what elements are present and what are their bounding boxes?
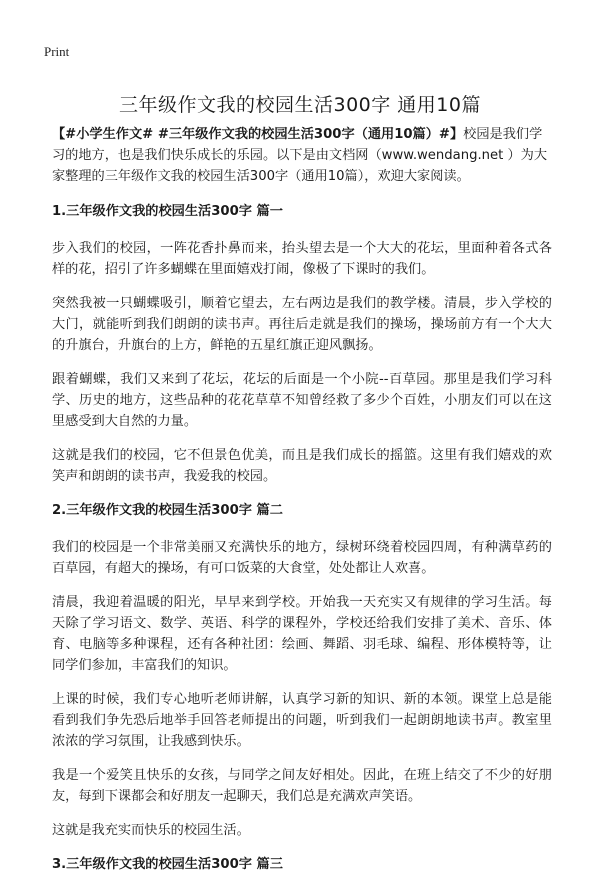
paragraph: 清晨，我迎着温暖的阳光，早早来到学校。开始我一天充实又有规律的学习生活。每天除了学习语文、数学、英语、科学的课程外，学校还给我们安排了美术、音乐、体育、电脑等多种课程，还有各种社团：绘画、舞蹈、羽毛球、编程、形体模特等，让同学们参加，丰富我们的知识。 <box>52 595 552 673</box>
section-heading: 2.三年级作文我的校园生活300字 篇二 <box>52 503 283 518</box>
intro-tag: 【#小学生作文# #三年级作文我的校园生活300字（通用10篇）#】 <box>52 127 464 142</box>
paragraph: 突然我被一只蝴蝶吸引，顺着它望去，左右两边是我们的教学楼。清晨，步入学校的大门，就能听到我们朗朗的读书声。再往后走就是我们的操场，操场前方有一个大大的升旗台，升旗台的上方，鲜艳的五星红旗正迎风飘扬。 <box>52 296 552 353</box>
paragraph: 步入我们的校园，一阵花香扑鼻而来，抬头望去是一个大大的花坛，里面种着各式各样的花，招引了许多蝴蝶在里面嬉戏打闹，像极了下课时的我们。 <box>52 241 552 277</box>
paragraph: 这就是我充实而快乐的校园生活。 <box>52 823 250 838</box>
section-heading: 3.三年级作文我的校园生活300字 篇三 <box>52 857 283 872</box>
paragraph: 上课的时候，我们专心地听老师讲解，认真学习新的知识、新的本领。课堂上总是能看到我们争先恐后地举手回答老师提出的问题，听到我们一起朗朗地读书声。教室里浓浓的学习氛围，让我感到快乐。 <box>52 692 552 749</box>
paragraph: 我是一个爱笑且快乐的女孩，与同学之间友好相处。因此，在班上结交了不少的好朋友，每到下课都会和好朋友一起聊天，我们总是充满欢声笑语。 <box>52 768 552 804</box>
section-3 <box>52 854 552 875</box>
document-body <box>52 124 552 891</box>
intro-text: 校园是我们学习的地方，也是我们快乐成长的乐园。以下是由文档网（www.wendang.net ）为大家整理的三年级作文我的校园生活300字（通用10篇），欢迎大家阅读。 <box>52 127 548 184</box>
section-heading: 1.三年级作文我的校园生活300字 篇一 <box>52 204 283 219</box>
paragraph: 这就是我们的校园，它不但景色优美，而且是我们成长的摇篮。这里有我们嬉戏的欢笑声和朗朗的读书声，我爱我的校园。 <box>52 448 552 484</box>
intro-paragraph <box>52 124 552 187</box>
paragraph: 跟着蝴蝶，我们又来到了花坛，花坛的后面是一个小院--百草园。那里是我们学习科学、历史的地方，这些品种的花花草草不知曾经救了多少个百姓，小朋友们可以在这里感受到大自然的力量。 <box>52 372 552 429</box>
document-title: 三年级作文我的校园生活300字 通用10篇 <box>119 93 481 116</box>
section-1 <box>52 201 552 487</box>
print-label: Print <box>44 44 70 59</box>
section-2 <box>52 500 552 841</box>
paragraph: 我们的校园是一个非常美丽又充满快乐的地方，绿树环绕着校园四周，有种满草药的百草园，有超大的操场，有可口饭菜的大食堂，处处都让人欢喜。 <box>52 540 552 576</box>
